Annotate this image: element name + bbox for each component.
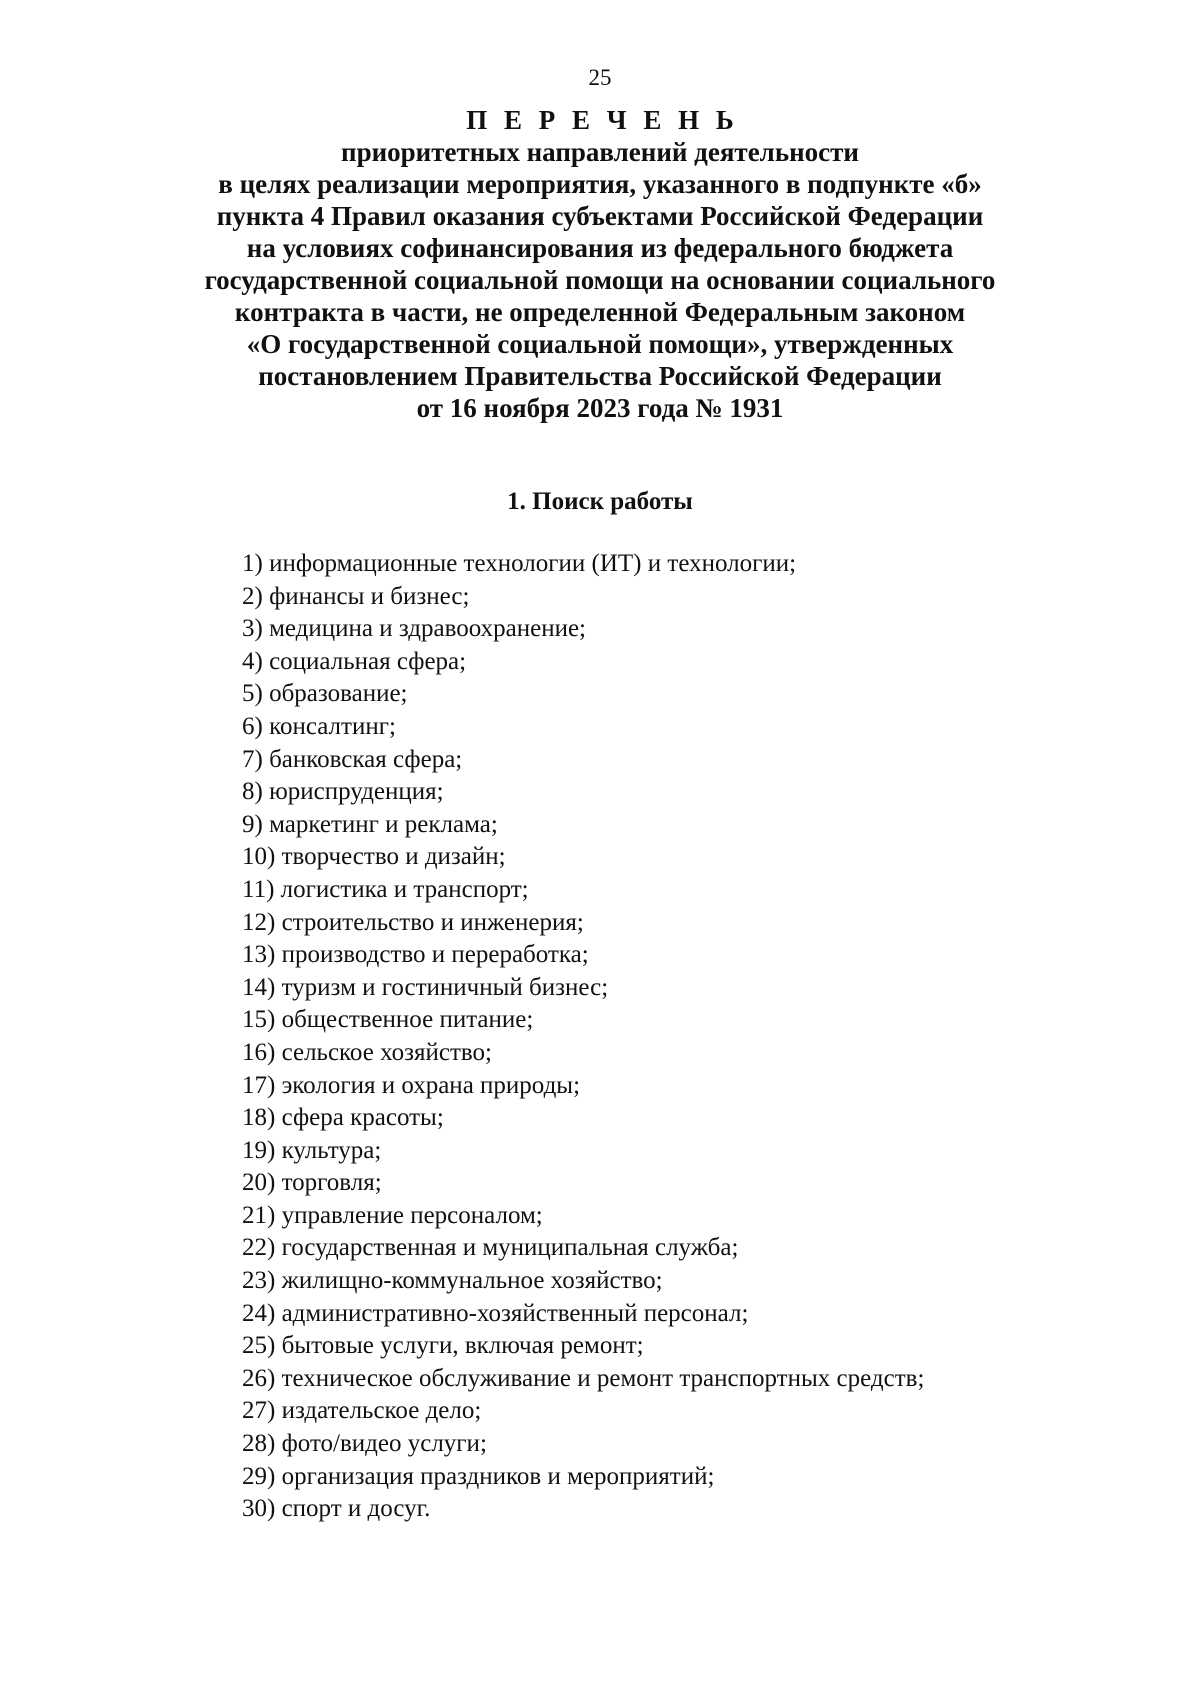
list-item: 16) сельское хозяйство; [242,1038,492,1066]
list-item: 22) государственная и муниципальная служба; [242,1234,739,1262]
list-item: 23) жилищно-коммунальное хозяйство; [242,1267,663,1295]
page-number: 25 [588,65,612,90]
list-item: 11) логистика и транспорт; [242,875,529,903]
heading-line: «О государственной социальной помощи», утвержденных [246,329,954,359]
list-item: 17) экология и охрана природы; [242,1071,581,1099]
list-item: 19) культура; [242,1136,382,1164]
list-item: 2) финансы и бизнес; [242,582,470,610]
list-item: 28) фото/видео услуги; [242,1430,487,1458]
list-item: 29) организация праздников и мероприятий; [242,1462,715,1490]
heading-line: пункта 4 Правил оказания субъектами Российской Федерации [216,201,984,231]
list-item: 26) техническое обслуживание и ремонт транспортных средств; [242,1364,925,1392]
list-item: 10) творчество и дизайн; [242,843,506,871]
document-heading [0,104,1200,424]
list-item: 18) сфера красоты; [242,1104,444,1132]
list-item: 13) производство и переработка; [242,941,589,969]
list-item: 6) консалтинг; [242,712,396,740]
list-item: 12) строительство и инженерия; [242,908,584,936]
list-item: 5) образование; [242,680,408,708]
list-item: 3) медицина и здравоохранение; [242,615,586,643]
heading-title: П Е Р Е Ч Е Н Ь [466,105,739,135]
list-item: 1) информационные технологии (ИТ) и технологии; [242,550,797,577]
heading-line: государственной социальной помощи на основании социального [204,265,996,295]
heading-line: постановлением Правительства Российской Федерации [258,361,942,391]
list-item: 30) спорт и досуг. [242,1495,431,1523]
list-item: 21) управление персоналом; [242,1201,543,1229]
heading-line: на условиях софинансирования из федерального бюджета [246,233,954,263]
list-item: 20) торговля; [242,1169,382,1197]
list-item: 27) издательское дело; [242,1397,482,1425]
list-item: 15) общественное питание; [242,1006,534,1034]
list-item: 25) бытовые услуги, включая ремонт; [242,1332,644,1360]
list-item: 8) юриспруденция; [242,778,444,806]
heading-line: в целях реализации мероприятия, указанного в подпункте «б» [218,169,982,199]
directions-list [242,548,924,1526]
heading-line: от 16 ноября 2023 года № 1931 [416,393,784,423]
list-item: 4) социальная сфера; [242,647,467,675]
heading-line: контракта в части, не определенной Федеральным законом [234,297,966,327]
section-title: 1. Поиск работы [507,488,693,515]
list-item: 9) маркетинг и реклама; [242,810,498,838]
list-item: 7) банковская сфера; [242,745,463,773]
heading-line: приоритетных направлений деятельности [341,137,859,167]
list-item: 14) туризм и гостиничный бизнес; [242,973,609,1001]
list-item: 24) административно-хозяйственный персонал; [242,1299,749,1327]
